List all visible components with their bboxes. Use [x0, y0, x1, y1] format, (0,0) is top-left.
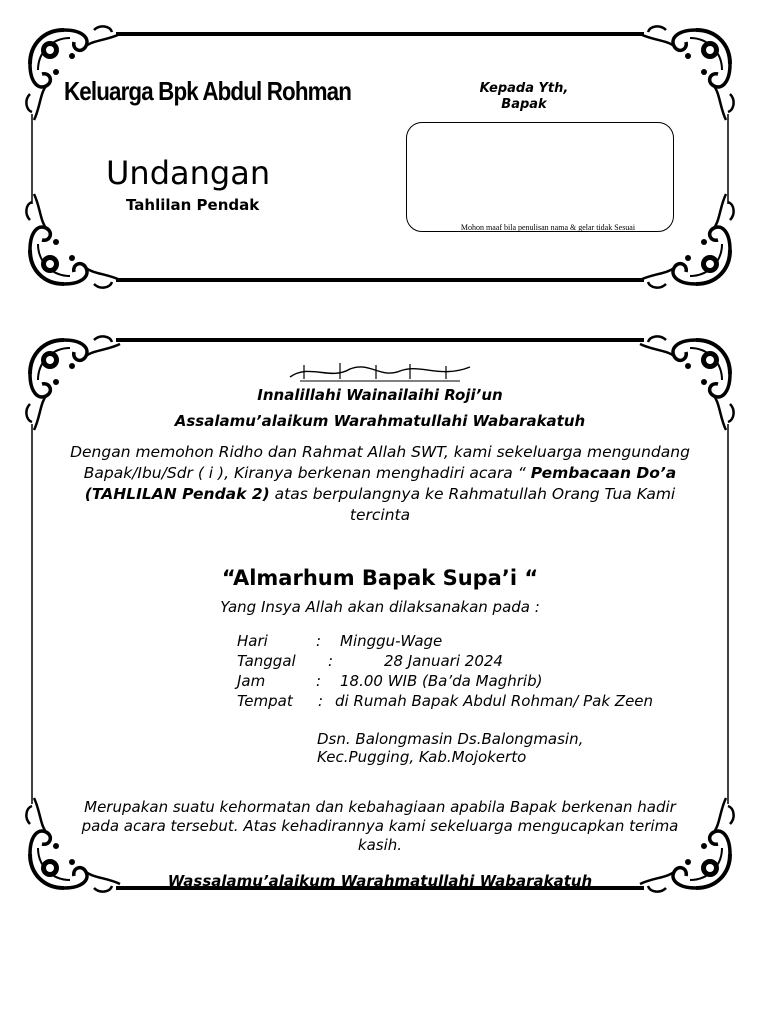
- recipient-line-2: Bapak: [501, 97, 547, 112]
- envelope-card: [24, 24, 736, 290]
- invitation-intro: [64, 442, 696, 526]
- closing-paragraph: Merupakan suatu kehormatan dan kebahagiaan apabila Bapak berkenan hadir pada acara tersebut. Atas kehadirannya kami sekeluarga mengucapkan terima kasih.: [81, 798, 679, 854]
- intro-text-end: atas berpulangnya ke Rahmatullah Orang Tua Kami tercinta: [269, 485, 676, 524]
- date-separator: :: [328, 652, 334, 670]
- corner-ornament-icon: [640, 26, 734, 120]
- closing-greeting: Wassalamu’alaikum Warahmatullahi Wabarakatuh: [167, 872, 593, 886]
- date-label: Tanggal: [237, 652, 296, 670]
- corner-ornament-icon: [26, 194, 120, 288]
- invitation-card: [24, 334, 736, 894]
- day-value: Minggu-Wage: [340, 632, 443, 650]
- place-label: Tempat: [237, 692, 293, 710]
- event-name: Pembacaan Do’a (TAHLILAN Pendak 2): [84, 464, 677, 503]
- deceased-name: “Almarhum Bapak Supa’i “: [221, 566, 539, 590]
- time-label: Jam: [237, 672, 266, 690]
- recipient-name-box: [406, 122, 674, 232]
- apology-note: Mohon maaf bila penulisan nama & gelar tidak Sesuai: [460, 223, 636, 232]
- place-value: di Rumah Bapak Abdul Rohman/ Pak Zeen: [335, 692, 654, 710]
- day-separator: :: [316, 632, 322, 650]
- place-separator: :: [318, 692, 324, 710]
- invitation-title: Undangan: [106, 154, 271, 192]
- recipient-line-1: Kepada Yth,: [479, 81, 569, 96]
- opening-greeting: Assalamu’alaikum Warahmatullahi Wabarakatuh: [174, 412, 586, 430]
- family-title: Keluarga Bpk Abdul Rohman: [64, 76, 352, 106]
- date-value: 28 Januari 2024: [384, 652, 503, 670]
- time-value: 18.00 WIB (Ba’da Maghrib): [340, 672, 543, 690]
- day-label: Hari: [237, 632, 268, 650]
- recipient-label: [424, 81, 624, 113]
- basmala-calligraphy-icon: [280, 359, 480, 383]
- place-address-line-2: Dsn. Balongmasin Ds.Balongmasin,: [317, 730, 584, 748]
- invitation-subtitle: Tahlilan Pendak: [126, 196, 260, 214]
- schedule-intro: Yang Insya Allah akan dilaksanakan pada :: [220, 598, 540, 616]
- place-address-line-3: Kec.Pugging, Kab.Mojokerto: [317, 748, 527, 766]
- condolence-phrase: Innalillahi Wainailaihi Roji’un: [257, 386, 503, 404]
- time-separator: :: [316, 672, 322, 690]
- intro-text: Dengan memohon Ridho dan Rahmat Allah SWT, kami sekeluarga mengundang Bapak/Ibu/Sdr ( i ), Kiranya berkenan menghadiri acara “: [70, 443, 690, 482]
